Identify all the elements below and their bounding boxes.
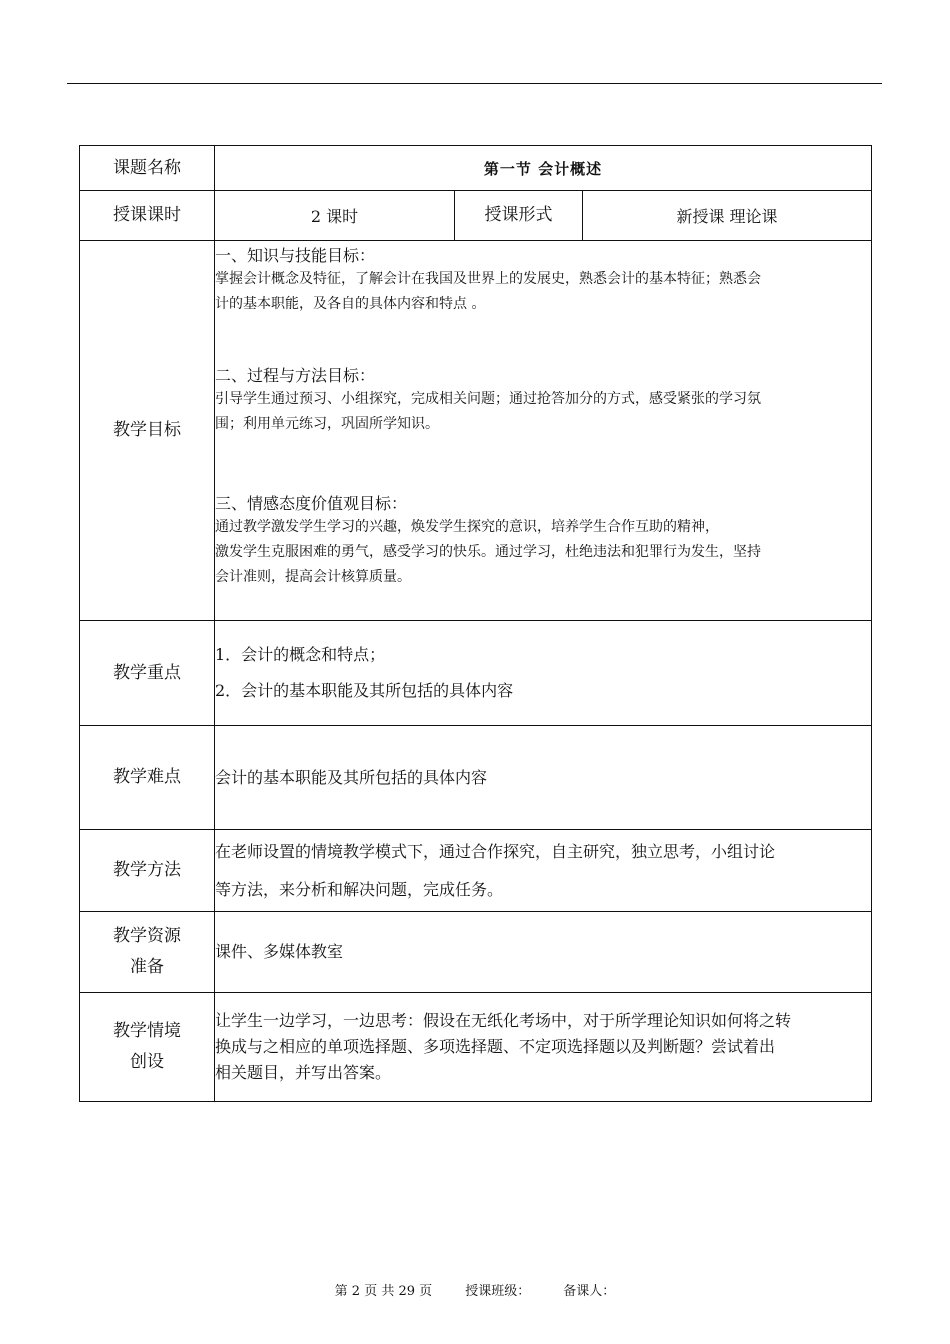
difficult-points-value	[215, 726, 872, 830]
header-rule	[67, 83, 882, 84]
objective-line: 掌握会计概念及特征，了解会计在我国及世界上的发展史，熟悉会计的基本特征；熟悉会	[215, 271, 761, 287]
row-difficult-points	[80, 726, 872, 830]
page-footer	[0, 1280, 950, 1299]
objective-line: 围；利用单元练习，巩固所学知识。	[215, 416, 439, 432]
lesson-plan-table	[79, 145, 872, 1102]
situation-line: 相关题目，并写出答案。	[215, 1063, 392, 1082]
hours-value: 2 课时	[215, 191, 455, 241]
page-number: 第 2 页 共 29 页	[334, 1284, 433, 1299]
label-method: 教学方法	[80, 830, 215, 912]
resources-text: 课件、多媒体教室	[215, 942, 344, 961]
key-points-content	[215, 621, 872, 726]
row-hours	[80, 191, 872, 241]
objective-line: 激发学生克服困难的勇气，感受学习的快乐。通过学习，杜绝违法和犯罪行为发生，坚持	[215, 544, 761, 560]
label-objectives: 教学目标	[80, 241, 215, 621]
objective-line: 会计准则，提高会计核算质量。	[215, 569, 411, 585]
row-objectives	[80, 241, 872, 621]
situation-content	[215, 993, 872, 1102]
label-key-points: 教学重点	[80, 621, 215, 726]
row-key-points	[80, 621, 872, 726]
method-content	[215, 830, 872, 912]
row-situation	[80, 993, 872, 1102]
row-method	[80, 830, 872, 912]
key-point-item: 1．会计的概念和特点；	[215, 645, 386, 664]
label-topic: 课题名称	[80, 146, 215, 191]
label-situation-line: 创设	[130, 1052, 164, 1072]
form-value: 新授课 理论课	[583, 191, 872, 241]
method-line: 在老师设置的情境教学模式下，通过合作探究，自主研究，独立思考，小组讨论	[215, 841, 776, 861]
resources-content	[215, 912, 872, 993]
objective-line: 引导学生通过预习、小组探究，完成相关问题；通过抢答加分的方式，感受紧张的学习氛	[215, 391, 761, 407]
label-resources-line: 准备	[130, 957, 164, 977]
class-label: 授课班级：	[465, 1284, 531, 1299]
objective-heading-knowledge: 一、知识与技能目标：	[215, 246, 376, 265]
method-line: 等方法，来分析和解决问题，完成任务。	[215, 879, 504, 899]
objective-heading-process: 二、过程与方法目标：	[215, 366, 376, 385]
objective-line: 计的基本职能，及各自的具体内容和特点 。	[215, 296, 486, 312]
teacher-label: 备课人：	[563, 1284, 616, 1299]
situation-line: 换成与之相应的单项选择题、多项选择题、不定项选择题以及判断题？尝试着出	[215, 1037, 776, 1056]
row-resources	[80, 912, 872, 993]
label-form: 授课形式	[455, 191, 583, 241]
situation-line: 让学生一边学习，一边思考：假设在无纸化考场中，对于所学理论知识如何将之转	[215, 1011, 792, 1030]
row-title	[80, 146, 872, 191]
label-resources-line: 教学资源	[113, 926, 181, 946]
objective-heading-attitude: 三、情感态度价值观目标：	[215, 494, 408, 513]
objective-line: 通过教学激发学生学习的兴趣，焕发学生探究的意识，培养学生合作互助的精神，	[215, 519, 719, 535]
objectives-content	[215, 241, 872, 621]
key-point-item: 2．会计的基本职能及其所包括的具体内容	[215, 681, 514, 700]
label-resources	[80, 912, 215, 993]
label-hours: 授课课时	[80, 191, 215, 241]
label-difficult-points: 教学难点	[80, 726, 215, 830]
label-situation-line: 教学情境	[113, 1021, 181, 1041]
topic-value: 第一节 会计概述	[215, 146, 872, 191]
difficult-point-text: 会计的基本职能及其所包括的具体内容	[215, 767, 488, 787]
label-situation	[80, 993, 215, 1102]
